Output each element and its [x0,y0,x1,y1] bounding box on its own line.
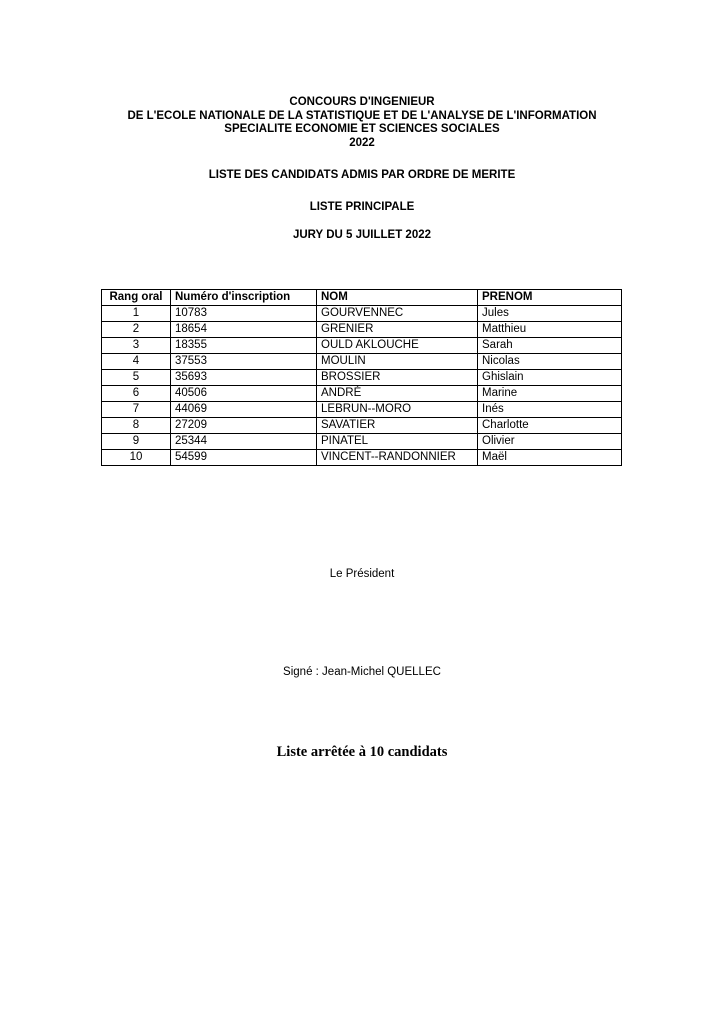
cell-rank: 9 [102,434,171,450]
table-row [102,370,622,386]
specialty: SPECIALITE ECONOMIE ET SCIENCES SOCIALES [224,123,500,135]
cell-rank: 4 [102,354,171,370]
cell-lastname: ANDRÉ [317,386,478,402]
column-header-registration: Numéro d'inscription [171,290,317,306]
cell-lastname: PINATEL [317,434,478,450]
table-row [102,434,622,450]
cell-rank: 3 [102,338,171,354]
results-table [101,289,622,466]
school-name: DE L'ECOLE NATIONALE DE LA STATISTIQUE ET DE L'ANALYSE DE L'INFORMATION [127,109,597,122]
jury-date: JURY DU 5 JUILLET 2022 [292,229,432,241]
signature-line: Signé : Jean-Michel QUELLEC [283,666,441,678]
cell-registration: 18355 [171,338,317,354]
table-row [102,450,622,466]
table-row [102,322,622,338]
cell-rank: 8 [102,418,171,434]
cell-rank: 7 [102,402,171,418]
cell-registration: 35693 [171,370,317,386]
cell-rank: 10 [102,450,171,466]
cell-registration: 37553 [171,354,317,370]
cell-firstname: Inés [478,402,622,418]
cell-firstname: Maël [478,450,622,466]
cell-registration: 27209 [171,418,317,434]
column-header-lastname: NOM [317,290,478,306]
cell-registration: 10783 [171,306,317,322]
year: 2022 [349,136,375,149]
cell-lastname: MOULIN [317,354,478,370]
cell-firstname: Jules [478,306,622,322]
table-header-row [102,290,622,306]
cell-lastname: GOURVENNEC [317,306,478,322]
table-row [102,354,622,370]
cell-lastname: GRENIER [317,322,478,338]
list-type: LISTE PRINCIPALE [309,201,415,213]
cell-registration: 44069 [171,402,317,418]
cell-registration: 54599 [171,450,317,466]
table-body [102,306,622,466]
cell-lastname: BROSSIER [317,370,478,386]
contest-title: CONCOURS D'INGENIEUR [289,96,435,108]
cell-registration: 40506 [171,386,317,402]
cell-rank: 5 [102,370,171,386]
document-header [0,96,724,150]
cell-firstname: Olivier [478,434,622,450]
list-title: LISTE DES CANDIDATS ADMIS PAR ORDRE DE MERITE [208,169,516,181]
cell-firstname: Ghislain [478,370,622,386]
cell-lastname: OULD AKLOUCHE [317,338,478,354]
cell-firstname: Charlotte [478,418,622,434]
president-label: Le Président [329,568,395,580]
table-row [102,402,622,418]
cell-firstname: Sarah [478,338,622,354]
cell-lastname: SAVATIER [317,418,478,434]
cell-rank: 1 [102,306,171,322]
cell-firstname: Marine [478,386,622,402]
table-row [102,306,622,322]
closing-statement: Liste arrêtée à 10 candidats [276,744,448,760]
table-row [102,418,622,434]
cell-firstname: Matthieu [478,322,622,338]
cell-registration: 25344 [171,434,317,450]
table-row [102,386,622,402]
cell-registration: 18654 [171,322,317,338]
column-header-rank: Rang oral [102,290,171,306]
table-row [102,338,622,354]
cell-firstname: Nicolas [478,354,622,370]
cell-lastname: LEBRUN--MORO [317,402,478,418]
cell-rank: 6 [102,386,171,402]
cell-lastname: VINCENT--RANDONNIER [317,450,478,466]
cell-rank: 2 [102,322,171,338]
column-header-firstname: PRENOM [478,290,622,306]
